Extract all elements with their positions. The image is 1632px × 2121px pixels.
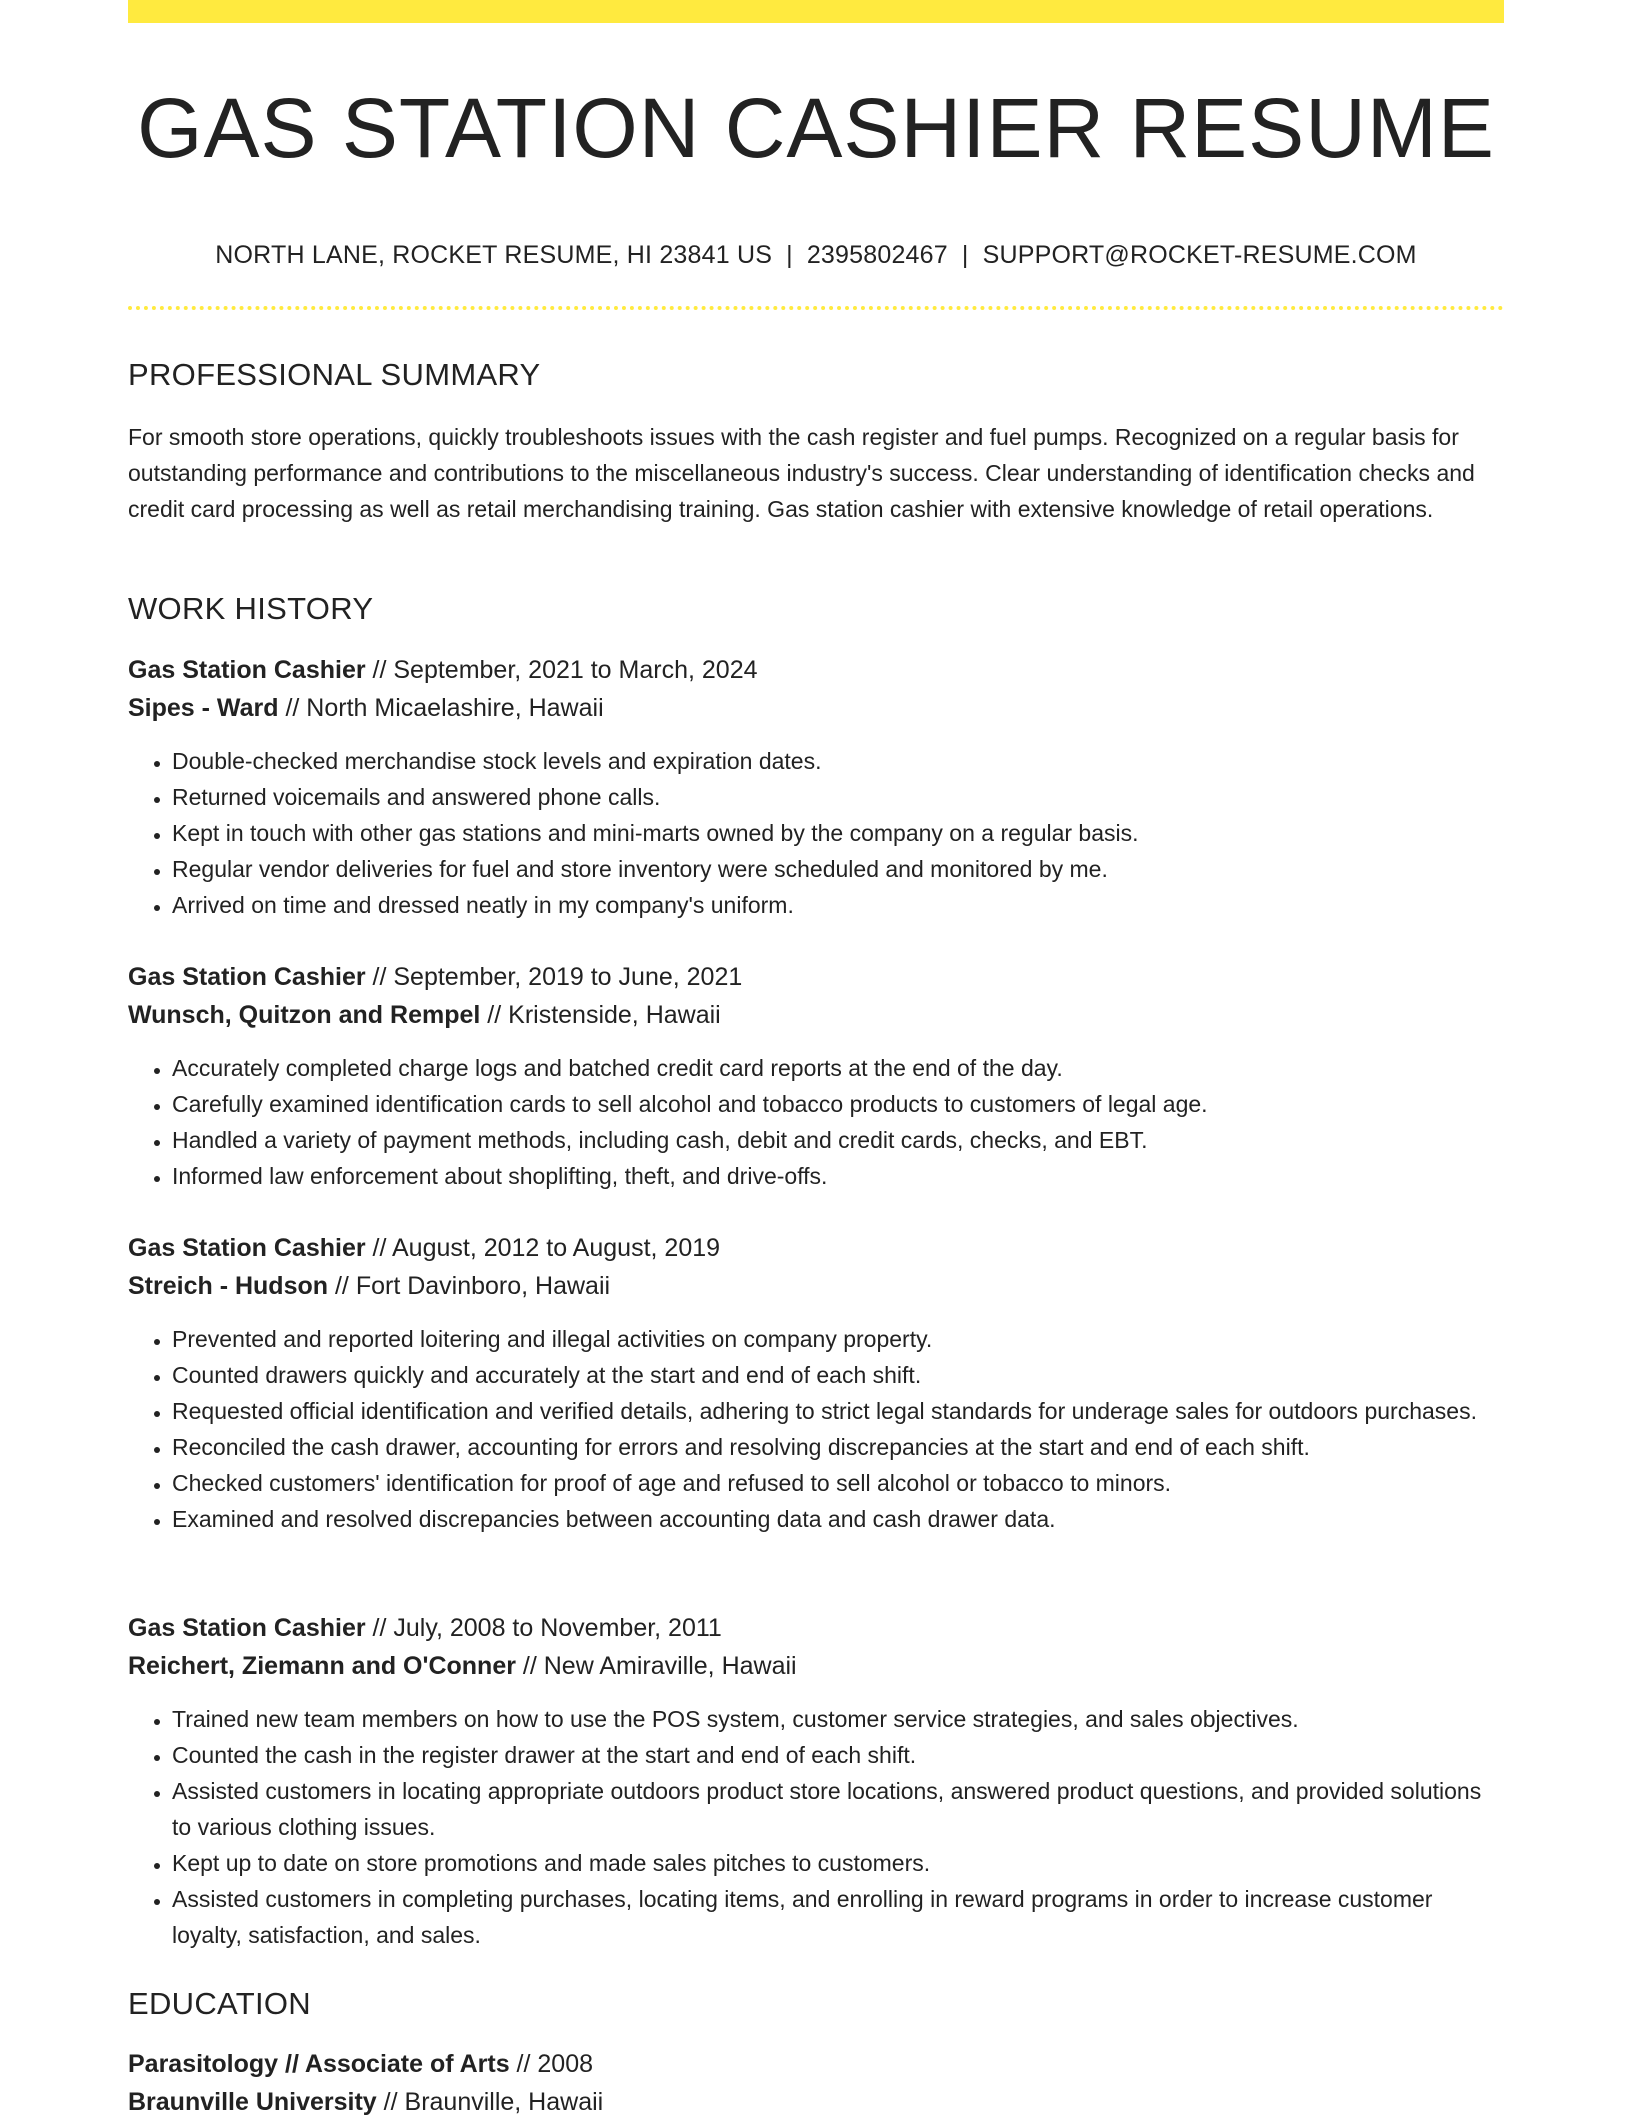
- contact-address: NORTH LANE, ROCKET RESUME, HI 23841 US: [215, 241, 773, 269]
- job-bullet: • Examined and resolved discrepancies between accounting data and cash drawer data.: [172, 1501, 1504, 1537]
- job-title: Gas Station Cashier: [128, 963, 366, 991]
- job-bullet: • Informed law enforcement about shoplifting, theft, and drive-offs.: [172, 1158, 1504, 1194]
- job-bullet: • Counted the cash in the register drawer at the start and end of each shift.: [172, 1737, 1504, 1773]
- education-school: Braunville University: [128, 2088, 377, 2116]
- job-bullet: • Assisted customers in completing purchases, locating items, and enrolling in reward programs in order to increase customer loyalty, satisfaction, and sales.: [172, 1881, 1504, 1953]
- job-company-line: [128, 996, 1504, 1034]
- job-bullet: • Prevented and reported loitering and illegal activities on company property.: [172, 1321, 1504, 1357]
- summary-heading: PROFESSIONAL SUMMARY: [128, 357, 541, 392]
- job-dates: September, 2021 to March, 2024: [393, 656, 758, 684]
- job-bullet: • Handled a variety of payment methods, including cash, debit and credit cards, checks, and EBT.: [172, 1122, 1504, 1158]
- education-location: Braunville, Hawaii: [404, 2088, 604, 2116]
- job-location: Kristenside, Hawaii: [508, 1001, 721, 1029]
- job-delimiter: //: [365, 963, 394, 991]
- job-bullets: [128, 1050, 1504, 1194]
- job-bullet: • Requested official identification and verified details, adhering to strict legal standards for underage sales for outdoors purchases.: [172, 1393, 1504, 1429]
- job-bullet: • Carefully examined identification cards to sell alcohol and tobacco products to customers of legal age.: [172, 1086, 1504, 1122]
- job-bullet: • Accurately completed charge logs and batched credit card reports at the end of the day.: [172, 1050, 1504, 1086]
- contact-line: [128, 238, 1504, 272]
- job-title-line: [128, 1229, 1504, 1267]
- job-bullet: • Arrived on time and dressed neatly in my company's uniform.: [172, 887, 1504, 923]
- job-entry: [128, 651, 1504, 923]
- contact-separator: |: [786, 241, 793, 269]
- job-bullet: • Kept in touch with other gas stations and mini-marts owned by the company on a regular basis.: [172, 815, 1504, 851]
- job-bullets: [128, 1701, 1504, 1953]
- contact-phone: 2395802467: [806, 241, 948, 269]
- job-delimiter: //: [365, 656, 394, 684]
- job-bullet: • Reconciled the cash drawer, accounting for errors and resolving discrepancies at the start and end of each shift.: [172, 1429, 1504, 1465]
- job-entry: [128, 1609, 1504, 1953]
- job-delimiter: //: [480, 1001, 509, 1029]
- job-title: Gas Station Cashier: [128, 1234, 366, 1262]
- job-bullet: • Checked customers' identification for proof of age and refused to sell alcohol or tobacco to minors.: [172, 1465, 1504, 1501]
- job-company-line: [128, 689, 1504, 727]
- dotted-divider: [128, 306, 1504, 310]
- job-delimiter: //: [515, 1652, 544, 1680]
- resume-title: GAS STATION CASHIER RESUME: [137, 81, 1495, 175]
- summary-text: For smooth store operations, quickly troubleshoots issues with the cash register and fuel pumps. Recognized on a regular basis for outstanding performance and contributions to the miscellaneous industry's success. Clear understanding of identification checks and credit card processing as well as retail merchandising training. Gas station cashier with extensive knowledge of retail operations.: [128, 424, 1475, 522]
- job-delimiter: //: [328, 1272, 356, 1300]
- education-delimiter: //: [376, 2088, 405, 2116]
- job-bullet: • Kept up to date on store promotions and made sales pitches to customers.: [172, 1845, 1504, 1881]
- job-bullet: • Regular vendor deliveries for fuel and store inventory were scheduled and monitored by me.: [172, 851, 1504, 887]
- education-degree-line: [128, 2045, 1504, 2083]
- job-bullets: [128, 743, 1504, 923]
- job-company: Wunsch, Quitzon and Rempel: [128, 1001, 481, 1029]
- job-dates: September, 2019 to June, 2021: [393, 963, 743, 991]
- job-delimiter: //: [365, 1234, 392, 1262]
- job-bullet: • Counted drawers quickly and accurately at the start and end of each shift.: [172, 1357, 1504, 1393]
- job-location: New Amiraville, Hawaii: [543, 1652, 797, 1680]
- education-school-line: [128, 2083, 1504, 2121]
- job-company-line: [128, 1267, 1504, 1305]
- job-title: Gas Station Cashier: [128, 1614, 366, 1642]
- job-title: Gas Station Cashier: [128, 656, 366, 684]
- education-delimiter: //: [509, 2050, 538, 2078]
- education-heading: EDUCATION: [128, 1986, 311, 2021]
- job-company: Streich - Hudson: [128, 1272, 329, 1300]
- contact-separator: |: [961, 241, 969, 269]
- job-dates: July, 2008 to November, 2011: [393, 1614, 722, 1642]
- job-entry: [128, 1229, 1504, 1537]
- education-entry: [128, 2045, 1504, 2121]
- job-title-line: [128, 958, 1504, 996]
- top-accent-bar: [128, 0, 1504, 23]
- job-title-line: [128, 1609, 1504, 1647]
- job-bullet: • Assisted customers in locating appropriate outdoors product store locations, answered product questions, and provided solutions to various clothing issues.: [172, 1773, 1504, 1845]
- job-delimiter: //: [365, 1614, 394, 1642]
- job-bullet: • Trained new team members on how to use the POS system, customer service strategies, and sales objectives.: [172, 1701, 1504, 1737]
- job-title-line: [128, 651, 1504, 689]
- job-company: Reichert, Ziemann and O'Conner: [128, 1652, 516, 1680]
- job-delimiter: //: [278, 694, 307, 722]
- job-bullet: • Returned voicemails and answered phone calls.: [172, 779, 1504, 815]
- contact-email: SUPPORT@ROCKET-RESUME.COM: [982, 241, 1417, 269]
- job-company-line: [128, 1647, 1504, 1685]
- education-year: 2008: [537, 2050, 594, 2078]
- education-degree: Parasitology // Associate of Arts: [128, 2050, 510, 2078]
- job-entry: [128, 958, 1504, 1194]
- job-location: North Micaelashire, Hawaii: [306, 694, 604, 722]
- job-bullets: [128, 1321, 1504, 1537]
- job-bullet: • Double-checked merchandise stock levels and expiration dates.: [172, 743, 1504, 779]
- job-dates: August, 2012 to August, 2019: [391, 1234, 721, 1262]
- work-history-heading: WORK HISTORY: [128, 591, 374, 626]
- job-company: Sipes - Ward: [128, 694, 279, 722]
- job-location: Fort Davinboro, Hawaii: [355, 1272, 611, 1300]
